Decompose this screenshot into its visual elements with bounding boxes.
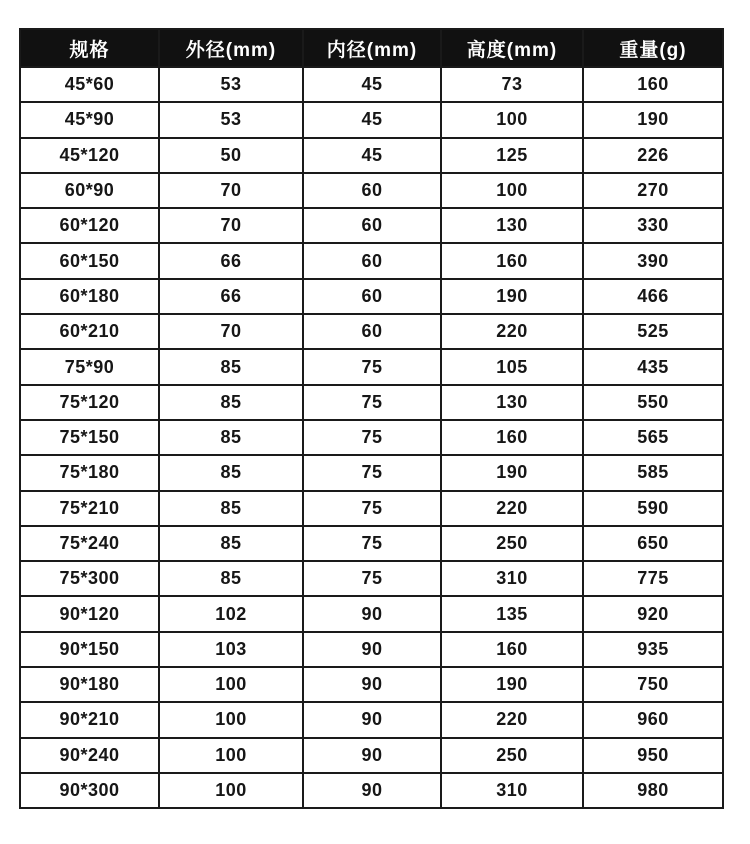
- table-cell: 960: [583, 702, 723, 737]
- table-cell: 160: [583, 67, 723, 102]
- table-row: [20, 138, 723, 173]
- table-cell: 330: [583, 208, 723, 243]
- table-cell: 190: [583, 102, 723, 137]
- table-cell: 60*210: [20, 314, 159, 349]
- table-cell: 50: [159, 138, 303, 173]
- table-cell: 75*150: [20, 420, 159, 455]
- table-cell: 310: [441, 561, 583, 596]
- table-cell: 980: [583, 773, 723, 808]
- table-row: [20, 596, 723, 631]
- table-cell: 130: [441, 385, 583, 420]
- table-cell: 66: [159, 279, 303, 314]
- table-cell: 435: [583, 349, 723, 384]
- table-row: [20, 667, 723, 702]
- table-cell: 775: [583, 561, 723, 596]
- table-cell: 60*90: [20, 173, 159, 208]
- table-cell: 45*60: [20, 67, 159, 102]
- table-cell: 550: [583, 385, 723, 420]
- table-cell: 220: [441, 491, 583, 526]
- table-cell: 85: [159, 349, 303, 384]
- table-cell: 100: [159, 667, 303, 702]
- table-cell: 70: [159, 208, 303, 243]
- table-cell: 135: [441, 596, 583, 631]
- table-cell: 102: [159, 596, 303, 631]
- table-row: [20, 385, 723, 420]
- table-cell: 950: [583, 738, 723, 773]
- table-body: [20, 67, 723, 808]
- table-cell: 75*240: [20, 526, 159, 561]
- table-row: [20, 491, 723, 526]
- table-cell: 90: [303, 596, 441, 631]
- table-cell: 90*120: [20, 596, 159, 631]
- table-row: [20, 455, 723, 490]
- table-cell: 60: [303, 208, 441, 243]
- table-cell: 60: [303, 243, 441, 278]
- header-row: [20, 29, 723, 67]
- table-cell: 53: [159, 67, 303, 102]
- table-cell: 75: [303, 349, 441, 384]
- table-cell: 85: [159, 420, 303, 455]
- table-cell: 75*90: [20, 349, 159, 384]
- table-cell: 100: [159, 738, 303, 773]
- table-cell: 103: [159, 632, 303, 667]
- table-cell: 75: [303, 491, 441, 526]
- table-row: [20, 173, 723, 208]
- table-row: [20, 279, 723, 314]
- table-cell: 60: [303, 173, 441, 208]
- table-row: [20, 102, 723, 137]
- table-cell: 75*180: [20, 455, 159, 490]
- table-cell: 190: [441, 667, 583, 702]
- table-row: [20, 208, 723, 243]
- table-cell: 90: [303, 632, 441, 667]
- table-cell: 100: [441, 173, 583, 208]
- table-cell: 125: [441, 138, 583, 173]
- table-cell: 60: [303, 314, 441, 349]
- table-cell: 590: [583, 491, 723, 526]
- table-cell: 105: [441, 349, 583, 384]
- table-cell: 160: [441, 632, 583, 667]
- table-cell: 585: [583, 455, 723, 490]
- table-cell: 935: [583, 632, 723, 667]
- table-cell: 85: [159, 561, 303, 596]
- table-cell: 100: [159, 702, 303, 737]
- table-cell: 75: [303, 420, 441, 455]
- table-cell: 75: [303, 561, 441, 596]
- table-cell: 85: [159, 385, 303, 420]
- table-cell: 90: [303, 702, 441, 737]
- table-cell: 90*240: [20, 738, 159, 773]
- table-cell: 45: [303, 67, 441, 102]
- table-cell: 270: [583, 173, 723, 208]
- product-spec-table: [19, 28, 724, 809]
- table-cell: 45: [303, 138, 441, 173]
- table-cell: 310: [441, 773, 583, 808]
- table-cell: 390: [583, 243, 723, 278]
- table-cell: 60*150: [20, 243, 159, 278]
- table-cell: 250: [441, 526, 583, 561]
- table-cell: 220: [441, 314, 583, 349]
- table-cell: 70: [159, 314, 303, 349]
- table-cell: 85: [159, 455, 303, 490]
- table-cell: 45*120: [20, 138, 159, 173]
- table-cell: 565: [583, 420, 723, 455]
- table-cell: 90*150: [20, 632, 159, 667]
- table-cell: 466: [583, 279, 723, 314]
- table-cell: 75*300: [20, 561, 159, 596]
- table-cell: 75: [303, 455, 441, 490]
- table-cell: 90*210: [20, 702, 159, 737]
- table-cell: 100: [159, 773, 303, 808]
- table-cell: 750: [583, 667, 723, 702]
- table-cell: 160: [441, 420, 583, 455]
- table-cell: 60: [303, 279, 441, 314]
- table-cell: 525: [583, 314, 723, 349]
- table-cell: 90: [303, 773, 441, 808]
- table-row: [20, 420, 723, 455]
- table-cell: 90*300: [20, 773, 159, 808]
- table-row: [20, 738, 723, 773]
- header-cell: 外径(mm): [159, 29, 303, 67]
- table-row: [20, 314, 723, 349]
- table-row: [20, 702, 723, 737]
- header-cell: 高度(mm): [441, 29, 583, 67]
- table-row: [20, 349, 723, 384]
- table-row: [20, 526, 723, 561]
- table-row: [20, 632, 723, 667]
- table-cell: 90: [303, 738, 441, 773]
- table-cell: 70: [159, 173, 303, 208]
- table-cell: 75: [303, 526, 441, 561]
- table-cell: 85: [159, 526, 303, 561]
- table-row: [20, 561, 723, 596]
- table-cell: 75: [303, 385, 441, 420]
- table-cell: 190: [441, 455, 583, 490]
- table-cell: 85: [159, 491, 303, 526]
- table-cell: 90: [303, 667, 441, 702]
- table-cell: 220: [441, 702, 583, 737]
- table-cell: 130: [441, 208, 583, 243]
- table-cell: 190: [441, 279, 583, 314]
- table-cell: 920: [583, 596, 723, 631]
- header-cell: 规格: [20, 29, 159, 67]
- table-cell: 160: [441, 243, 583, 278]
- table-cell: 60*120: [20, 208, 159, 243]
- table-cell: 60*180: [20, 279, 159, 314]
- table-cell: 250: [441, 738, 583, 773]
- header-cell: 重量(g): [583, 29, 723, 67]
- table-cell: 66: [159, 243, 303, 278]
- table-row: [20, 67, 723, 102]
- table-cell: 226: [583, 138, 723, 173]
- table-cell: 100: [441, 102, 583, 137]
- table-cell: 45: [303, 102, 441, 137]
- table-cell: 75*210: [20, 491, 159, 526]
- table-row: [20, 773, 723, 808]
- table-cell: 75*120: [20, 385, 159, 420]
- table-cell: 53: [159, 102, 303, 137]
- table-cell: 650: [583, 526, 723, 561]
- table-cell: 73: [441, 67, 583, 102]
- table-cell: 90*180: [20, 667, 159, 702]
- table-cell: 45*90: [20, 102, 159, 137]
- header-cell: 内径(mm): [303, 29, 441, 67]
- table-row: [20, 243, 723, 278]
